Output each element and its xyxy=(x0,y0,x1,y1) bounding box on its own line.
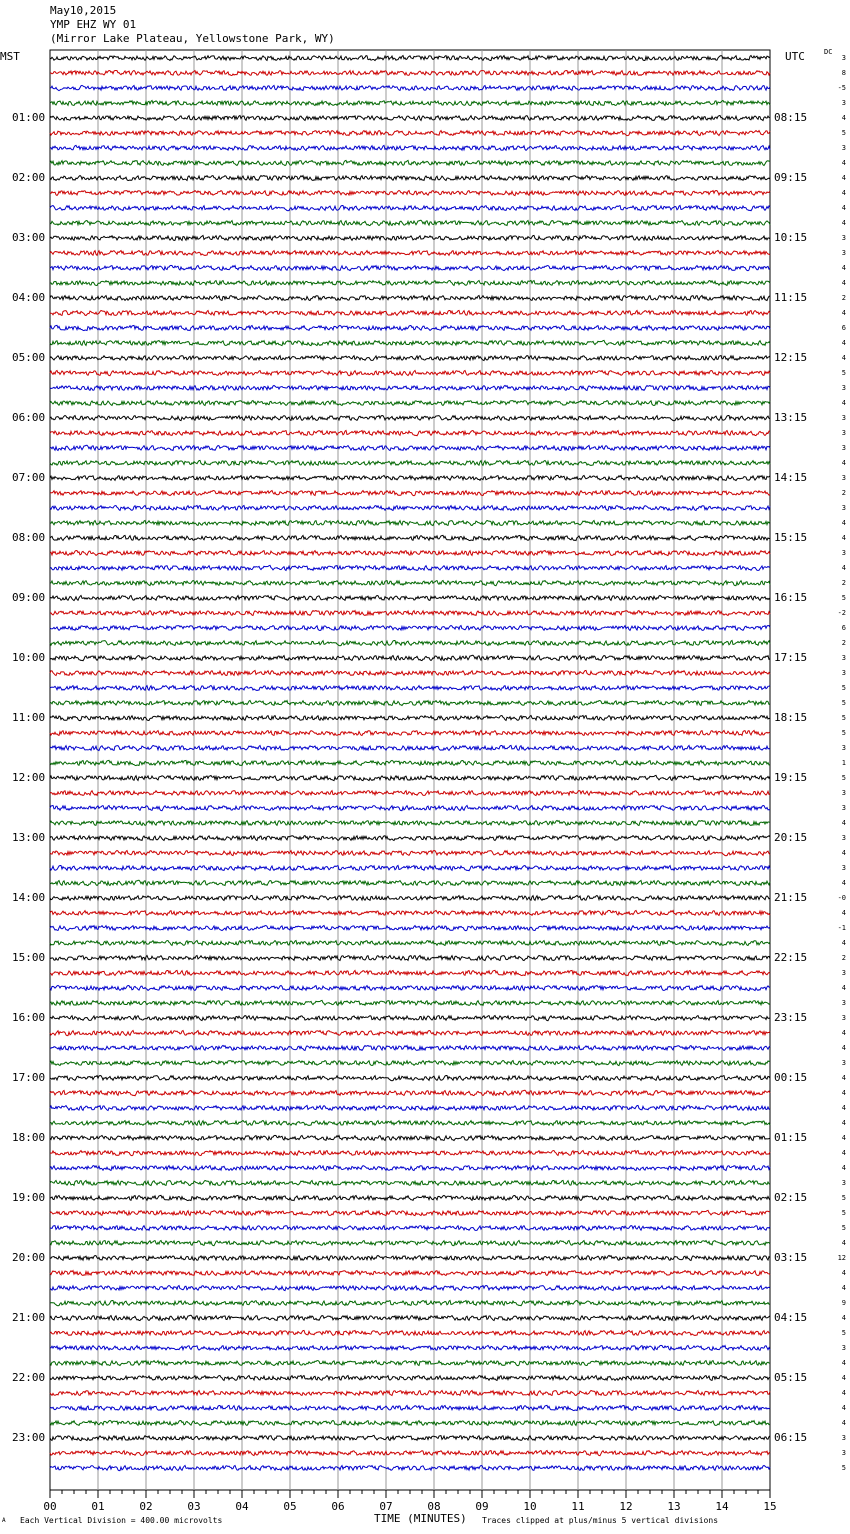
seismic-trace xyxy=(50,1180,770,1185)
dc-offset-value: 4 xyxy=(841,1239,846,1247)
utc-hour-label: 20:15 xyxy=(774,831,808,844)
dc-offset-value: 4 xyxy=(841,984,846,992)
dc-offset-value: 4 xyxy=(841,1149,846,1157)
x-tick-label: 10 xyxy=(523,1500,537,1513)
seismic-trace xyxy=(50,206,770,211)
seismic-trace xyxy=(50,1451,770,1456)
x-tick-label: 07 xyxy=(379,1500,393,1513)
seismic-trace xyxy=(50,926,770,931)
seismic-trace xyxy=(50,1121,770,1126)
dc-offset-value: 3 xyxy=(841,144,846,152)
seismic-trace xyxy=(50,700,770,705)
seismic-trace xyxy=(50,1466,770,1471)
dc-offset-value: 2 xyxy=(841,579,846,587)
seismic-trace xyxy=(50,1105,770,1110)
utc-hour-label: 16:15 xyxy=(774,591,808,604)
dc-offset-value: 5 xyxy=(841,594,846,602)
mst-hour-label: 13:00 xyxy=(12,831,46,844)
seismic-trace xyxy=(50,596,770,601)
dc-offset-value: 4 xyxy=(841,399,846,407)
mst-hour-label: 16:00 xyxy=(12,1011,46,1024)
seismic-trace xyxy=(50,641,770,646)
seismic-trace xyxy=(50,1315,770,1320)
dc-offset-value: 4 xyxy=(841,1284,846,1292)
x-tick-label: 11 xyxy=(571,1500,585,1513)
dc-offset-value: 4 xyxy=(841,1089,846,1097)
seismic-trace xyxy=(50,731,770,736)
mst-hour-label: 02:00 xyxy=(12,171,46,184)
x-tick-label: 14 xyxy=(715,1500,729,1513)
seismic-trace xyxy=(50,1195,770,1200)
mst-hour-label: 17:00 xyxy=(12,1071,46,1084)
dc-offset-value: 3 xyxy=(841,969,846,977)
seismic-trace xyxy=(50,880,770,885)
mst-hour-label: 01:00 xyxy=(12,111,46,124)
dc-offset-value: 6 xyxy=(841,324,846,332)
dc-offset-value: 3 xyxy=(841,744,846,752)
dc-offset-value: 4 xyxy=(841,879,846,887)
x-tick-label: 12 xyxy=(619,1500,633,1513)
seismic-trace xyxy=(50,836,770,841)
dc-offset-value: 3 xyxy=(841,504,846,512)
dc-offset-value: 4 xyxy=(841,309,846,317)
dc-offset-value: 3 xyxy=(841,834,846,842)
utc-hour-label: 17:15 xyxy=(774,651,808,664)
seismic-trace xyxy=(50,1345,770,1350)
utc-hour-label: 19:15 xyxy=(774,771,808,784)
mst-hour-label: 12:00 xyxy=(12,771,46,784)
dc-offset-value: 5 xyxy=(841,369,846,377)
seismic-trace xyxy=(50,340,770,345)
seismic-trace xyxy=(50,281,770,286)
seismic-trace xyxy=(50,1226,770,1231)
mst-hour-label: 23:00 xyxy=(12,1431,46,1444)
seismic-trace xyxy=(50,1376,770,1381)
dc-offset-value: 3 xyxy=(841,234,846,242)
utc-hour-label: 23:15 xyxy=(774,1011,808,1024)
x-tick-label: 03 xyxy=(187,1500,201,1513)
dc-offset-value: 4 xyxy=(841,459,846,467)
seismic-trace xyxy=(50,1076,770,1081)
seismic-trace xyxy=(50,1255,770,1260)
dc-offset-value: -1 xyxy=(837,924,846,932)
dc-offset-value: 3 xyxy=(841,444,846,452)
utc-hour-label: 04:15 xyxy=(774,1311,808,1324)
mst-hour-label: 15:00 xyxy=(12,951,46,964)
dc-offset-value: 4 xyxy=(841,909,846,917)
seismic-trace xyxy=(50,626,770,631)
seismic-trace xyxy=(50,1435,770,1440)
seismic-trace xyxy=(50,970,770,975)
dc-offset-value: 3 xyxy=(841,429,846,437)
utc-hour-label: 21:15 xyxy=(774,891,808,904)
seismic-trace xyxy=(50,686,770,691)
dc-offset-value: -2 xyxy=(837,609,846,617)
utc-hour-label: 11:15 xyxy=(774,291,808,304)
seismic-trace xyxy=(50,655,770,660)
dc-offset-value: 2 xyxy=(841,954,846,962)
seismic-trace xyxy=(50,760,770,765)
mst-hour-label: 08:00 xyxy=(12,531,46,544)
seismic-trace xyxy=(50,325,770,330)
dc-offset-value: 4 xyxy=(841,1119,846,1127)
dc-offset-value: -5 xyxy=(837,84,846,92)
dc-offset-value: 5 xyxy=(841,1224,846,1232)
dc-offset-value: 5 xyxy=(841,714,846,722)
seismic-trace xyxy=(50,1210,770,1215)
dc-offset-value: 4 xyxy=(841,564,846,572)
seismic-trace xyxy=(50,610,770,615)
x-axis-title: TIME (MINUTES) xyxy=(374,1512,467,1525)
dc-offset-value: 4 xyxy=(841,1104,846,1112)
mst-hour-label: 09:00 xyxy=(12,591,46,604)
dc-offset-value: 3 xyxy=(841,249,846,257)
seismic-trace xyxy=(50,1045,770,1050)
mst-hour-label: 19:00 xyxy=(12,1191,46,1204)
mst-hour-label: 22:00 xyxy=(12,1371,46,1384)
dc-offset-value: 4 xyxy=(841,519,846,527)
dc-offset-value: 4 xyxy=(841,849,846,857)
seismic-trace xyxy=(50,416,770,421)
seismic-trace xyxy=(50,1090,770,1095)
dc-offset-value: 4 xyxy=(841,939,846,947)
mst-hour-label: 07:00 xyxy=(12,471,46,484)
utc-hour-label: 12:15 xyxy=(774,351,808,364)
dc-offset-value: 5 xyxy=(841,1329,846,1337)
seismic-trace xyxy=(50,475,770,480)
dc-offset-value: 4 xyxy=(841,534,846,542)
utc-hour-label: 09:15 xyxy=(774,171,808,184)
seismic-trace xyxy=(50,806,770,811)
mst-hour-label: 14:00 xyxy=(12,891,46,904)
seismic-trace xyxy=(50,1135,770,1140)
dc-offset-value: 5 xyxy=(841,684,846,692)
seismic-trace xyxy=(50,910,770,915)
dc-offset-value: 3 xyxy=(841,654,846,662)
dc-offset-value: 4 xyxy=(841,1389,846,1397)
dc-offset-value: 4 xyxy=(841,279,846,287)
dc-offset-value: 3 xyxy=(841,1344,846,1352)
utc-hour-label: 05:15 xyxy=(774,1371,808,1384)
seismic-trace xyxy=(50,160,770,165)
dc-offset-value: 4 xyxy=(841,1374,846,1382)
seismic-trace xyxy=(50,145,770,150)
seismic-trace xyxy=(50,521,770,526)
dc-offset-value: 3 xyxy=(841,1179,846,1187)
seismic-trace xyxy=(50,1061,770,1066)
dc-offset-value: 5 xyxy=(841,1464,846,1472)
dc-offset-value: 5 xyxy=(841,129,846,137)
seismic-trace xyxy=(50,551,770,556)
seismic-trace xyxy=(50,1166,770,1171)
dc-offset-value: 4 xyxy=(841,189,846,197)
seismic-trace xyxy=(50,1000,770,1005)
mst-hour-label: 20:00 xyxy=(12,1251,46,1264)
seismic-trace xyxy=(50,820,770,825)
dc-offset-value: 3 xyxy=(841,384,846,392)
seismic-trace xyxy=(50,491,770,496)
dc-offset-value: 4 xyxy=(841,1164,846,1172)
seismic-trace xyxy=(50,176,770,181)
dc-offset-value: 5 xyxy=(841,699,846,707)
mst-hour-label: 04:00 xyxy=(12,291,46,304)
station-code: YMP EHZ WY 01 xyxy=(50,18,137,31)
dc-offset-value: 3 xyxy=(841,669,846,677)
utc-hour-label: 00:15 xyxy=(774,1071,808,1084)
seismic-trace xyxy=(50,1405,770,1410)
dc-offset-value: 6 xyxy=(841,624,846,632)
seismic-trace xyxy=(50,670,770,675)
seismic-trace xyxy=(50,116,770,121)
dc-offset-value: 4 xyxy=(841,174,846,182)
dc-offset-value: 4 xyxy=(841,264,846,272)
utc-hour-label: 06:15 xyxy=(774,1431,808,1444)
seismic-trace xyxy=(50,895,770,900)
seismic-trace xyxy=(50,356,770,361)
seismic-trace xyxy=(50,251,770,256)
x-tick-label: 06 xyxy=(331,1500,345,1513)
seismic-trace xyxy=(50,1361,770,1366)
seismic-trace xyxy=(50,1016,770,1021)
seismic-trace xyxy=(50,445,770,450)
seismic-trace xyxy=(50,56,770,61)
seismic-trace xyxy=(50,1420,770,1425)
seismic-trace xyxy=(50,941,770,946)
dc-offset-value: 4 xyxy=(841,1044,846,1052)
dc-offset-value: -0 xyxy=(837,894,846,902)
seismic-trace xyxy=(50,1151,770,1156)
seismic-trace xyxy=(50,1301,770,1306)
seismic-trace xyxy=(50,401,770,406)
utc-hour-label: 02:15 xyxy=(774,1191,808,1204)
dc-offset-value: 3 xyxy=(841,414,846,422)
mst-hour-label: 10:00 xyxy=(12,651,46,664)
footer-mark: A xyxy=(2,1517,6,1524)
dc-offset-value: 3 xyxy=(841,1449,846,1457)
dc-offset-value: 3 xyxy=(841,549,846,557)
seismic-trace xyxy=(50,791,770,796)
dc-offset-value: 3 xyxy=(841,54,846,62)
dc-offset-value: 4 xyxy=(841,1359,846,1367)
x-tick-label: 02 xyxy=(139,1500,153,1513)
dc-offset-value: 4 xyxy=(841,354,846,362)
utc-hour-label: 15:15 xyxy=(774,531,808,544)
dc-offset-value: 4 xyxy=(841,1419,846,1427)
dc-offset-value: 2 xyxy=(841,489,846,497)
mst-hour-label: 21:00 xyxy=(12,1311,46,1324)
vertical-scale-note: Each Vertical Division = 400.00 microvolts xyxy=(20,1516,223,1525)
seismic-trace xyxy=(50,535,770,540)
utc-hour-label: 01:15 xyxy=(774,1131,808,1144)
seismic-trace xyxy=(50,775,770,780)
dc-offset-value: 2 xyxy=(841,294,846,302)
seismic-trace xyxy=(50,85,770,90)
seismic-trace xyxy=(50,581,770,586)
dc-offset-value: 5 xyxy=(841,1194,846,1202)
dc-offset-value: 3 xyxy=(841,99,846,107)
x-tick-label: 08 xyxy=(427,1500,441,1513)
dc-offset-value: 4 xyxy=(841,819,846,827)
seismic-trace xyxy=(50,101,770,106)
seismic-trace xyxy=(50,71,770,76)
dc-offset-value: 4 xyxy=(841,114,846,122)
dc-offset-value: 3 xyxy=(841,474,846,482)
dc-offset-value: 2 xyxy=(841,639,846,647)
mst-hour-label: 11:00 xyxy=(12,711,46,724)
dc-offset-value: 3 xyxy=(841,1014,846,1022)
seismic-trace xyxy=(50,460,770,465)
dc-offset-value: 9 xyxy=(841,1299,846,1307)
seismic-trace xyxy=(50,296,770,301)
x-tick-label: 01 xyxy=(91,1500,105,1513)
dc-offset-value: 3 xyxy=(841,864,846,872)
seismic-trace xyxy=(50,1391,770,1396)
dc-offset-value: 3 xyxy=(841,1434,846,1442)
dc-offset-value: 5 xyxy=(841,774,846,782)
seismic-trace xyxy=(50,1286,770,1291)
dc-offset-value: 3 xyxy=(841,804,846,812)
seismic-trace xyxy=(50,191,770,196)
seismic-trace xyxy=(50,310,770,315)
seismic-trace xyxy=(50,235,770,240)
seismic-trace xyxy=(50,1241,770,1246)
dc-offset-value: 4 xyxy=(841,1314,846,1322)
mst-hour-label: 18:00 xyxy=(12,1131,46,1144)
dc-offset-value: 3 xyxy=(841,789,846,797)
dc-offset-value: 4 xyxy=(841,204,846,212)
dc-offset-value: 4 xyxy=(841,1074,846,1082)
seismic-trace xyxy=(50,1330,770,1335)
dc-offset-value: 4 xyxy=(841,1029,846,1037)
mst-hour-label: 05:00 xyxy=(12,351,46,364)
utc-hour-label: 18:15 xyxy=(774,711,808,724)
x-tick-label: 05 xyxy=(283,1500,297,1513)
dc-offset-value: 1 xyxy=(841,759,846,767)
seismic-trace xyxy=(50,716,770,721)
dc-offset-value: 4 xyxy=(841,1134,846,1142)
seismic-trace xyxy=(50,265,770,270)
dc-offset-value: 12 xyxy=(837,1254,846,1262)
seismic-trace xyxy=(50,985,770,990)
utc-hour-label: 13:15 xyxy=(774,411,808,424)
seismic-trace xyxy=(50,851,770,856)
seismic-trace xyxy=(50,131,770,136)
dc-offset-value: 4 xyxy=(841,219,846,227)
seismic-trace xyxy=(50,385,770,390)
dc-offset-value: 4 xyxy=(841,159,846,167)
seismic-trace xyxy=(50,956,770,961)
clipping-note: Traces clipped at plus/minus 5 vertical divisions xyxy=(482,1516,719,1525)
mst-hour-label: 03:00 xyxy=(12,231,46,244)
dc-offset-value: 3 xyxy=(841,999,846,1007)
seismic-trace xyxy=(50,371,770,376)
x-tick-label: 04 xyxy=(235,1500,249,1513)
seismic-trace xyxy=(50,220,770,225)
utc-hour-label: 08:15 xyxy=(774,111,808,124)
right-timezone-label: UTC xyxy=(785,50,805,63)
x-tick-label: 15 xyxy=(763,1500,777,1513)
dc-offset-value: 4 xyxy=(841,1404,846,1412)
x-tick-label: 13 xyxy=(667,1500,681,1513)
x-tick-label: 00 xyxy=(43,1500,57,1513)
left-timezone-label: MST xyxy=(0,50,20,63)
utc-hour-label: 14:15 xyxy=(774,471,808,484)
utc-hour-label: 22:15 xyxy=(774,951,808,964)
utc-hour-label: 03:15 xyxy=(774,1251,808,1264)
mst-hour-label: 06:00 xyxy=(12,411,46,424)
plot-date: May10,2015 xyxy=(50,4,117,17)
seismic-trace xyxy=(50,1031,770,1036)
seismic-trace xyxy=(50,1271,770,1276)
seismic-trace xyxy=(50,506,770,511)
dc-offset-value: 3 xyxy=(841,1059,846,1067)
x-tick-label: 09 xyxy=(475,1500,489,1513)
seismic-trace xyxy=(50,745,770,750)
dc-offset-header: DC xyxy=(824,48,833,56)
dc-offset-value: 4 xyxy=(841,1269,846,1277)
dc-offset-value: 4 xyxy=(841,339,846,347)
utc-hour-label: 10:15 xyxy=(774,231,808,244)
seismic-trace xyxy=(50,565,770,570)
dc-offset-value: 8 xyxy=(841,69,846,77)
dc-offset-value: 5 xyxy=(841,1209,846,1217)
seismic-trace xyxy=(50,866,770,871)
seismic-trace xyxy=(50,431,770,436)
dc-offset-value: 5 xyxy=(841,729,846,737)
station-location: (Mirror Lake Plateau, Yellowstone Park, WY) xyxy=(50,32,335,45)
